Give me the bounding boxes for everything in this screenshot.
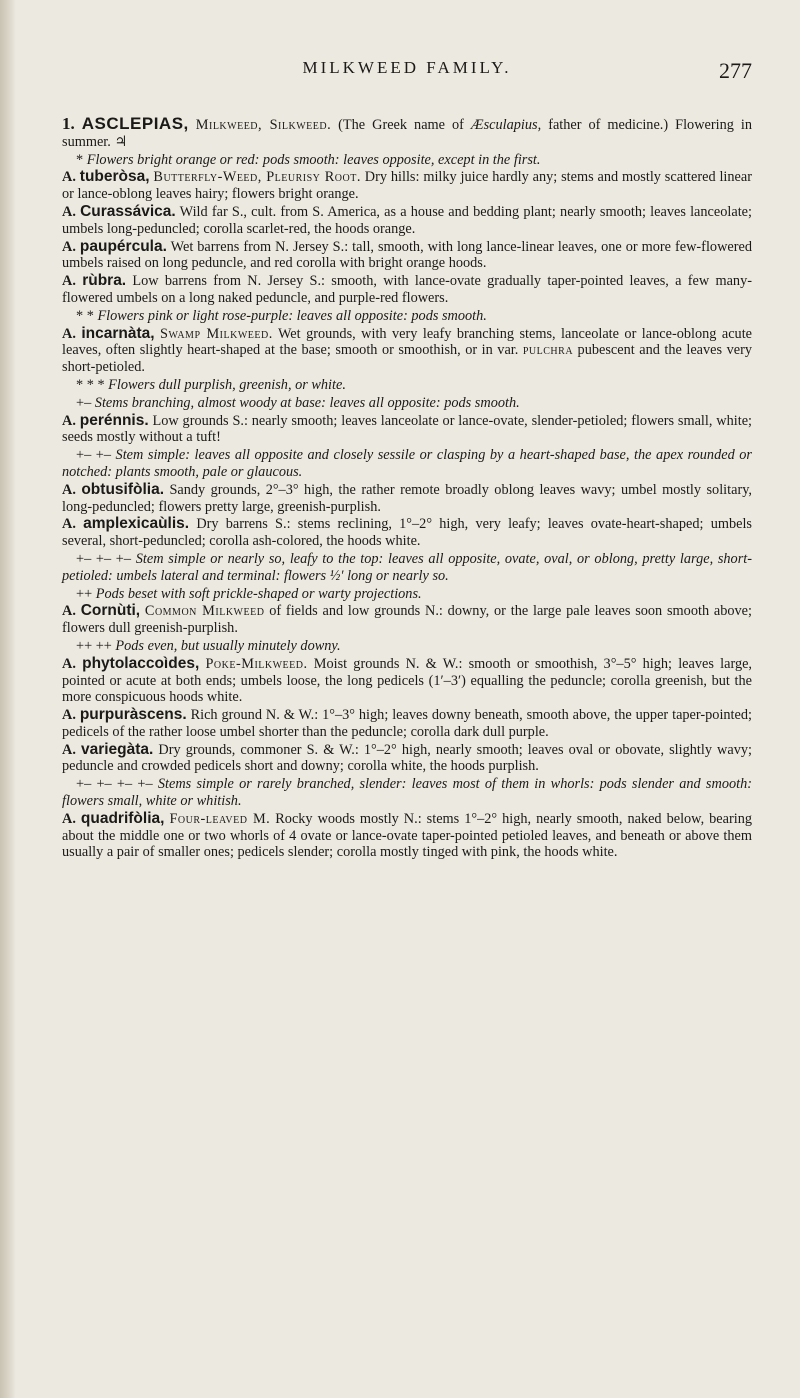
section-marks: * *	[76, 307, 94, 324]
species-description: Rocky woods mostly N.: stems 1°–2° high, nearly smooth, naked below, bearing about the middle one or two whorls of 4 ovate or lance-ovate taper-pointed petioled leaves, and beneath or above them usually a pair of smaller ones; pedicels slender; corolla mostly tinged with pink, the hoods white.	[62, 810, 753, 861]
section-marks: ++ ++	[76, 637, 112, 654]
subsection-heading	[62, 447, 752, 481]
species-description: Low barrens from N. Jersey S.: smooth, with lance-ovate gradually taper-pointed leaves, a few many-flowered umbels on a long naked peduncle, and purple-red flowers.	[62, 273, 752, 306]
species-description: Dry grounds, commoner S. & W.: 1°–2° high, nearly smooth; leaves oval or obovate, slightly wavy; peduncle and crowded pedicels short and downy; corolla white, the hoods purplish.	[62, 741, 752, 775]
subsection-heading	[62, 638, 752, 655]
subsection-heading	[62, 395, 752, 412]
genus-etymology-italic: Æsculapius,	[470, 117, 542, 133]
species-common-name: Four-leaved M.	[169, 810, 271, 827]
species-description: Sandy grounds, 2°–3° high, the rather remote broadly oblong leaves wavy; umbel mostly solitary, long-peduncled; flowers pretty large, greenish-purplish.	[62, 481, 753, 515]
genus-etymology-open: (The Greek name of	[338, 117, 471, 133]
section-heading	[62, 308, 752, 325]
section-marks: +– +– +–	[76, 550, 132, 567]
species-genus-abbr: A.	[62, 707, 76, 724]
section-text: Stem simple: leaves all opposite and closely sessile or clasping by a heart-shaped base, the apex rounded or notched: plants smooth, pale or glaucous.	[62, 447, 752, 480]
species-genus-abbr: A.	[62, 325, 76, 342]
subsection-heading	[62, 551, 752, 585]
page-header	[62, 58, 752, 92]
species-description-cont: pubescent and the leaves very short-petioled.	[62, 342, 753, 376]
section-text: Pods even, but usually minutely downy.	[111, 637, 341, 654]
species-description: Wet barrens from N. Jersey S.: tall, smooth, with long lance-linear leaves, one or more few-flowered umbels raised on long peduncle, and red corolla with bright orange hoods.	[62, 238, 752, 272]
section-marks: * * *	[76, 376, 105, 393]
species-name: rùbra.	[82, 272, 127, 290]
species-common-name: Swamp Milkweed.	[160, 325, 273, 342]
genus-number: 1.	[62, 114, 75, 133]
species-name: phytolaccoìdes,	[82, 654, 200, 672]
genus-heading	[62, 116, 752, 151]
species-name: tuberòsa,	[79, 168, 150, 186]
species-common-name: Butterfly-Weed, Pleurisy Root.	[153, 169, 361, 186]
species-entry	[62, 603, 752, 637]
section-heading	[62, 152, 752, 169]
species-genus-abbr: A.	[62, 412, 76, 429]
running-head: MILKWEED FAMILY.	[302, 58, 512, 77]
species-name: quadrifòlia,	[80, 809, 165, 827]
page-number: 277	[719, 58, 752, 83]
section-text: Flowers dull purplish, greenish, or white.	[104, 376, 346, 393]
species-entry	[62, 273, 752, 307]
subsection-heading	[62, 776, 752, 810]
species-entry	[62, 204, 752, 238]
species-description: Rich ground N. & W.: 1°–3° high; leaves downy beneath, smooth above, the upper taper-pointed; pedicels of the rather loose umbel shorter than the peduncle; corolla dark dull purple.	[62, 707, 752, 740]
section-text: Flowers pink or light rose-purple: leaves all opposite: pods smooth.	[93, 307, 487, 324]
section-marks: +– +–	[76, 447, 111, 464]
section-heading	[62, 377, 752, 394]
section-marks: *	[76, 151, 84, 168]
species-entry	[62, 482, 752, 516]
page-body	[62, 116, 752, 861]
genus-name: ASCLEPIAS,	[81, 114, 189, 133]
species-entry	[62, 169, 752, 203]
species-name: paupércula.	[79, 237, 167, 255]
species-genus-abbr: A.	[62, 238, 76, 255]
species-entry	[62, 656, 752, 706]
species-description: Dry hills: milky juice hardly any; stems and mostly scattered linear or lance-oblong leaves hairy; flowers bright orange.	[62, 169, 753, 203]
species-genus-abbr: A.	[62, 481, 76, 498]
species-name: Cornùti,	[80, 602, 141, 620]
species-entry	[62, 516, 752, 550]
species-genus-abbr: A.	[62, 273, 76, 290]
species-name: amplexicaùlis.	[83, 515, 190, 533]
species-entry	[62, 742, 752, 776]
species-description: of fields and low grounds N.: downy, or the large pale leaves soon smooth above; flowers dull greenish-purplish.	[62, 603, 752, 637]
species-entry	[62, 811, 752, 861]
species-entry	[62, 239, 752, 273]
section-text: Stem simple or nearly so, leafy to the top: leaves all opposite, ovate, oval, or oblong, pretty large, short-petioled: umbels lateral and terminal: flowers ½′ long or nearly so.	[62, 550, 752, 584]
genus-etymology-close: father of medicine.) Flowering in summer.	[62, 117, 753, 150]
variety-name: pulchra	[522, 342, 574, 359]
genus-common-name: Milkweed, Silkweed.	[195, 117, 332, 133]
species-genus-abbr: A.	[62, 741, 76, 758]
species-genus-abbr: A.	[62, 655, 76, 672]
subsection-heading	[62, 586, 752, 603]
perennial-symbol: ♃	[114, 133, 128, 150]
species-genus-abbr: A.	[62, 203, 76, 220]
species-name: obtusifòlia.	[81, 480, 165, 498]
section-text: Flowers bright orange or red: pods smooth: leaves opposite, except in the first.	[83, 151, 541, 168]
book-spine-edge	[0, 0, 16, 1398]
species-description: Wild far S., cult. from S. America, as a house and bedding plant; nearly smooth; leaves lanceolate; umbels long-peduncled; corolla scarlet-red, the hoods orange.	[62, 203, 752, 237]
species-name: purpuràscens.	[79, 706, 187, 724]
species-description: Moist grounds N. & W.: smooth or smoothish, 3°–5° high; leaves large, pointed or acute at both ends; umbels loose, the long pedicels (1′–3′) equalling the peduncle; corolla greenish, but the more conspicuous hoods white.	[62, 655, 753, 706]
section-marks: +– +– +– +–	[76, 776, 153, 793]
species-entry	[62, 707, 752, 741]
species-entry	[62, 326, 752, 376]
species-name: perénnis.	[79, 411, 149, 429]
species-description: Wet grounds, with very leafy branching stems, lanceolate or lance-oblong acute leaves, often slightly heart-shaped at the base; smooth or smoothish, or in var.	[62, 325, 753, 359]
page	[62, 52, 752, 861]
species-name: incarnàta,	[81, 324, 155, 342]
species-description: Dry barrens S.: stems reclining, 1°–2° high, very leafy; leaves ovate-heart-shaped; umbels several, short-peduncled; corolla ash-colored, the hoods white.	[62, 516, 752, 550]
species-genus-abbr: A.	[62, 169, 76, 186]
species-genus-abbr: A.	[62, 810, 76, 827]
species-entry	[62, 413, 752, 447]
section-marks: ++	[76, 585, 93, 602]
species-description: Low grounds S.: nearly smooth; leaves lanceolate or lance-ovate, slender-petioled; flowers small, white; seeds mostly without a tuft!	[62, 412, 753, 446]
section-text: Stems simple or rarely branched, slender: leaves most of them in whorls: pods slender and smooth: flowers small, white or whitish.	[62, 776, 752, 810]
species-genus-abbr: A.	[62, 516, 76, 533]
species-genus-abbr: A.	[62, 603, 76, 620]
species-name: Curassávica.	[80, 202, 176, 220]
species-common-name: Poke-Milkweed.	[205, 655, 308, 672]
section-text: Stems branching, almost woody at base: leaves all opposite: pods smooth.	[91, 394, 520, 411]
species-common-name: Common Milkweed	[144, 603, 265, 620]
species-name: variegàta.	[80, 740, 154, 758]
section-marks: +–	[76, 394, 92, 411]
section-text: Pods beset with soft prickle-shaped or warty projections.	[92, 585, 422, 602]
